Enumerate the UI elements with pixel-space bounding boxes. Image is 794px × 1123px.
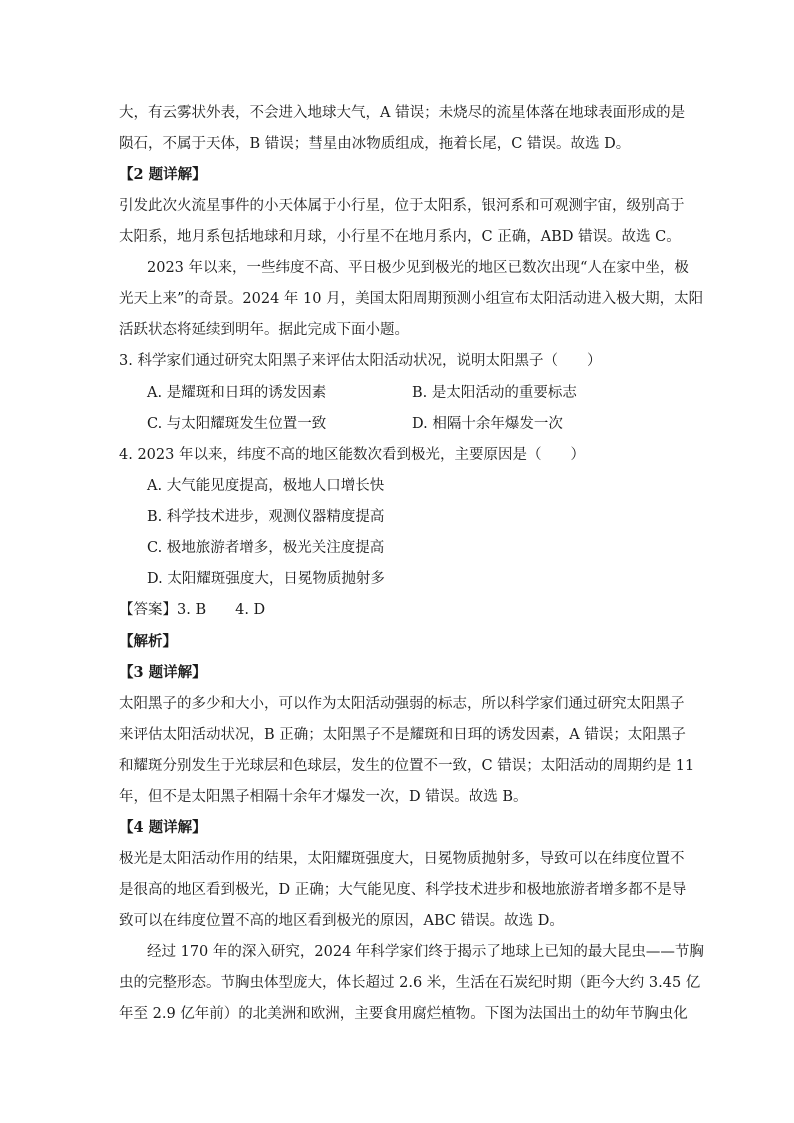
analysis-heading: 【解析】: [119, 633, 177, 650]
text-line: 大，有云雾状外表，不会进入地球大气，A 错误；未烧尽的流星体落在地球表面形成的是: [119, 105, 686, 121]
question-4: 4. 2023 年以来，纬度不高的地区能数次看到极光，主要原因是（ ）: [119, 447, 585, 463]
question-3: 3. 科学家们通过研究太阳黑子来评估太阳活动状况，说明太阳黑子（ ）: [119, 353, 602, 369]
option-4c: C. 极地旅游者增多，极光关注度提高: [147, 540, 385, 556]
text-line: 太阳系，地月系包括地球和月球，小行星不在地月系内，C 正确，ABD 错误。故选 C。: [119, 229, 681, 245]
option-4b: B. 科学技术进步，观测仪器精度提高: [147, 509, 385, 525]
option-3d: D. 相隔十余年爆发一次: [412, 416, 563, 432]
text-line: 是很高的地区看到极光，D 正确；大气能见度、科学技术进步和极地旅游者增多都不是导: [119, 882, 687, 898]
text-line: 致可以在纬度位置不高的地区看到极光的原因，ABC 错误。故选 D。: [119, 913, 564, 929]
text-line: 虫的完整形态。节胸虫体型庞大，体长超过 2.6 米，生活在石炭纪时期（距今大约 3.45 亿: [119, 975, 701, 991]
option-3c: C. 与太阳耀斑发生位置一致: [147, 416, 327, 432]
text-line: 年，但不是太阳黑子相隔十余年才爆发一次，D 错误。故选 B。: [119, 789, 528, 805]
option-4a: A. 大气能见度提高，极地人口增长快: [147, 478, 385, 494]
text-line: 来评估太阳活动状况，B 正确；太阳黑子不是耀斑和日珥的诱发因素，A 错误；太阳黑子: [119, 727, 686, 743]
text-line: 活跃状态将延续到明年。据此完成下面小题。: [119, 322, 409, 338]
section-heading: 【4 题详解】: [119, 819, 207, 836]
option-3a: A. 是耀斑和日珥的诱发因素: [147, 385, 327, 401]
option-3b: B. 是太阳活动的重要标志: [412, 385, 577, 401]
text-line: 陨石，不属于天体，B 错误；彗星由冰物质组成，拖着长尾，C 错误。故选 D。: [119, 136, 631, 152]
section-heading: 【2 题详解】: [119, 166, 207, 183]
answer-line: 【答案】3. B 4. D: [119, 602, 266, 618]
text-line: 年至 2.9 亿年前）的北美洲和欧洲，主要食用腐烂植物。下图为法国出土的幼年节胸虫化: [119, 1006, 688, 1022]
text-line: 极光是太阳活动作用的结果，太阳耀斑强度大，日冕物质抛射多，导致可以在纬度位置不: [119, 851, 685, 867]
option-4d: D. 太阳耀斑强度大，日冕物质抛射多: [147, 571, 385, 587]
text-line: 2023 年以来，一些纬度不高、平日极少见到极光的地区已数次出现“人在家中坐，极: [147, 260, 689, 276]
text-line: 经过 170 年的深入研究，2024 年科学家们终于揭示了地球上已知的最大昆虫——节胸: [147, 944, 704, 960]
text-line: 光天上来”的奇景。2024 年 10 月，美国太阳周期预测小组宣布太阳活动进入极大期，太阳: [119, 291, 704, 307]
text-line: 引发此次火流星事件的小天体属于小行星，位于太阳系，银河系和可观测宇宙，级别高于: [119, 198, 685, 214]
section-heading: 【3 题详解】: [119, 664, 207, 681]
text-line: 和耀斑分别发生于光球层和色球层，发生的位置不一致，C 错误；太阳活动的周期约是 11: [119, 758, 695, 774]
text-line: 太阳黑子的多少和大小，可以作为太阳活动强弱的标志，所以科学家们通过研究太阳黑子: [119, 696, 685, 712]
